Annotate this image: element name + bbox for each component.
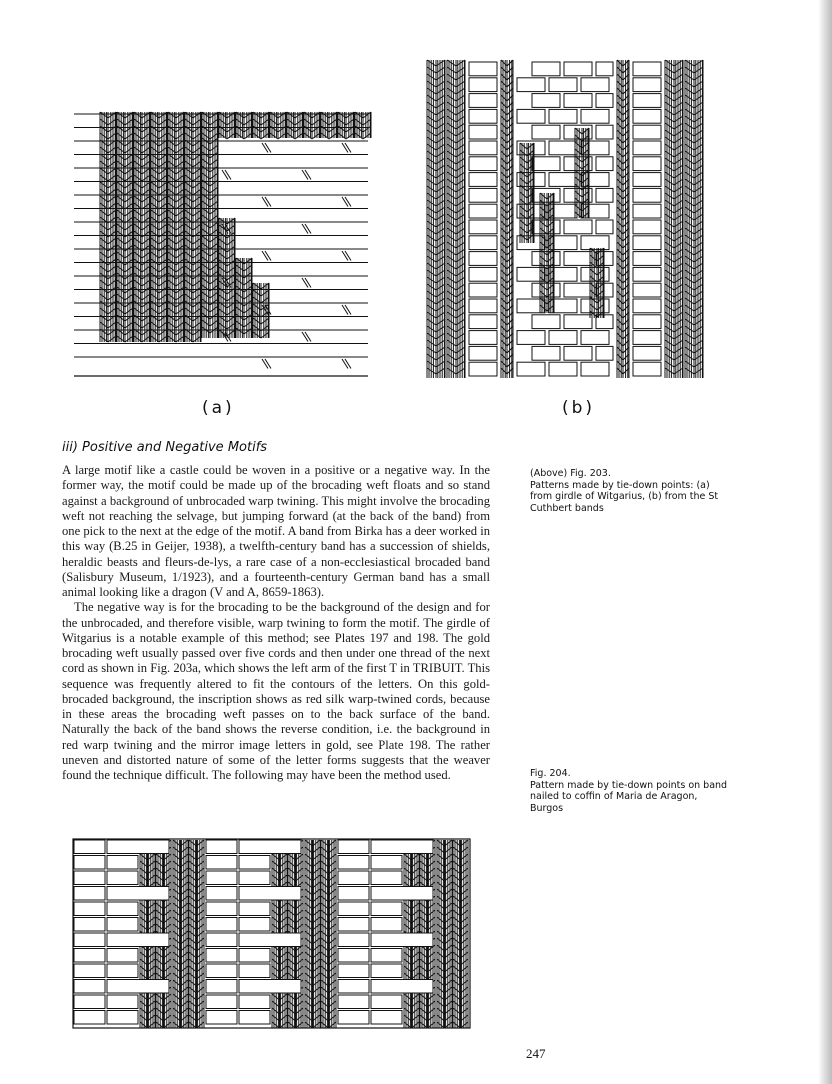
twined-cord <box>236 258 252 338</box>
weft-float <box>549 173 577 187</box>
twined-cord <box>355 112 371 139</box>
weft-float <box>371 856 402 870</box>
tie-down <box>265 143 271 153</box>
weft-float <box>633 78 661 92</box>
tie-down <box>345 359 351 369</box>
twined-cord <box>321 840 336 1028</box>
body-text <box>62 463 490 783</box>
tie-down <box>262 251 268 261</box>
twined-cord <box>151 112 167 342</box>
tie-down <box>302 278 308 288</box>
weft-float <box>74 840 105 854</box>
weft-float <box>564 315 592 329</box>
weft-float <box>206 949 237 963</box>
figure-203-caption <box>530 468 730 514</box>
tie-down <box>345 197 351 207</box>
weft-float <box>517 362 545 376</box>
weft-float <box>633 94 661 108</box>
weft-float <box>74 933 105 947</box>
weft-float <box>596 188 613 202</box>
weft-float <box>74 964 105 978</box>
twined-cord <box>501 60 513 378</box>
weft-float <box>469 109 497 123</box>
weft-float <box>549 141 577 155</box>
weft-float <box>74 1011 105 1025</box>
weft-float <box>338 918 369 932</box>
weft-float <box>633 125 661 139</box>
tie-down <box>302 332 308 342</box>
weft-float <box>206 887 237 901</box>
weft-float <box>107 933 169 947</box>
twined-cord <box>305 840 320 1028</box>
weft-float <box>206 902 237 916</box>
weft-float <box>206 856 237 870</box>
weft-float <box>371 1011 402 1025</box>
weft-float <box>239 840 301 854</box>
weft-float <box>371 980 433 994</box>
weft-float <box>239 902 270 916</box>
weft-float <box>469 236 497 250</box>
weft-float <box>469 157 497 171</box>
weft-float <box>564 220 592 234</box>
body-paragraph: A large motif like a castle could be woven in a positive or a negative way. In the former way, the motif could be made up of the brocading weft floats and so stand against a background of unbrocaded warp twining. This might involve the brocading weft not reaching the selvage, but jumping forward (at the back of the band) from one pick to the next at the edge of the motif. A band from Birka has a deer worked in this way (B.25 in Geijer, 1938), a twelfth-century band has a succession of shields, heraldic beasts and fleurs-de-lys, a rare case of a non-ecclesiastical brocaded band (Salisbury Museum, 1/1923), and a fourteenth-century German band has a small animal looking like a dragon (V and A, 8659-1863). <box>62 463 490 599</box>
weft-float <box>564 346 592 360</box>
weft-float <box>469 188 497 202</box>
weft-float <box>206 1011 237 1025</box>
tie-down <box>262 359 268 369</box>
weft-float <box>371 840 433 854</box>
weft-float <box>549 331 577 345</box>
weft-float <box>107 1011 138 1025</box>
weft-float <box>107 995 138 1009</box>
weft-float <box>581 331 609 345</box>
weft-float <box>581 78 609 92</box>
weft-float <box>371 995 402 1009</box>
weft-float <box>564 62 592 76</box>
weft-float <box>239 949 270 963</box>
weft-float <box>469 173 497 187</box>
weft-float <box>74 995 105 1009</box>
weft-float <box>532 220 560 234</box>
tie-down <box>342 197 348 207</box>
twined-cord <box>134 112 150 342</box>
weft-float <box>596 94 613 108</box>
weft-float <box>581 173 609 187</box>
weft-float <box>107 840 169 854</box>
weft-float <box>239 995 270 1009</box>
twined-cord <box>287 112 303 139</box>
weft-float <box>239 856 270 870</box>
weft-float <box>633 62 661 76</box>
twined-cord <box>321 112 337 139</box>
twined-cord <box>338 112 354 139</box>
weft-float <box>239 871 270 885</box>
weft-float <box>206 933 237 947</box>
tie-down <box>222 170 228 180</box>
weft-float <box>564 94 592 108</box>
weft-float <box>338 871 369 885</box>
twined-cord <box>117 112 133 342</box>
weft-float <box>469 315 497 329</box>
weft-float <box>206 980 237 994</box>
twined-cord <box>427 60 445 378</box>
weft-float <box>633 157 661 171</box>
tie-down <box>345 305 351 315</box>
twined-cord <box>189 840 204 1028</box>
twined-cord <box>270 112 286 139</box>
weft-float <box>532 125 560 139</box>
weft-float <box>74 949 105 963</box>
weft-float <box>633 299 661 313</box>
weft-float <box>74 902 105 916</box>
weft-float <box>633 283 661 297</box>
weft-float <box>596 220 613 234</box>
weft-float <box>633 141 661 155</box>
weft-float <box>633 204 661 218</box>
twined-cord <box>253 112 269 139</box>
figure-204-caption-title: Fig. 204. <box>530 768 571 779</box>
weft-float <box>532 315 560 329</box>
weft-float <box>469 252 497 266</box>
weft-float <box>469 267 497 281</box>
weft-float <box>107 964 138 978</box>
twined-cord <box>304 112 320 139</box>
weft-float <box>239 887 301 901</box>
weft-float <box>549 362 577 376</box>
weft-float <box>338 902 369 916</box>
tie-down <box>305 278 311 288</box>
weft-float <box>517 331 545 345</box>
weft-float <box>74 980 105 994</box>
twined-cord <box>168 112 184 342</box>
section-heading: iii) Positive and Negative Motifs <box>62 440 268 455</box>
weft-float <box>371 887 433 901</box>
weft-float <box>633 252 661 266</box>
weft-float <box>371 902 402 916</box>
twined-cord <box>617 60 629 378</box>
twined-cord <box>202 138 218 338</box>
weft-float <box>107 887 169 901</box>
weft-float <box>74 871 105 885</box>
weft-float <box>206 918 237 932</box>
weft-float <box>581 204 609 218</box>
weft-float <box>74 856 105 870</box>
tie-down <box>265 359 271 369</box>
tie-down <box>302 224 308 234</box>
weft-float <box>371 918 402 932</box>
weft-float <box>581 267 609 281</box>
weft-float <box>338 840 369 854</box>
weft-float <box>469 78 497 92</box>
twined-cord <box>173 840 188 1028</box>
weft-float <box>633 109 661 123</box>
tie-down <box>262 197 268 207</box>
weft-float <box>338 980 369 994</box>
weft-float <box>239 964 270 978</box>
weft-float <box>633 173 661 187</box>
weft-float <box>532 62 560 76</box>
page-number: 247 <box>526 1046 546 1061</box>
weft-float <box>107 902 138 916</box>
weft-float <box>532 283 560 297</box>
weft-float <box>596 346 613 360</box>
weft-float <box>338 887 369 901</box>
twined-cord <box>219 112 235 139</box>
weft-float <box>517 267 545 281</box>
weft-float <box>633 346 661 360</box>
tie-down <box>342 251 348 261</box>
weft-float <box>338 995 369 1009</box>
weft-float <box>633 267 661 281</box>
weft-float <box>633 220 661 234</box>
tie-down <box>342 305 348 315</box>
twined-cord <box>447 60 465 378</box>
weft-float <box>596 62 613 76</box>
weft-float <box>633 331 661 345</box>
weft-float <box>338 856 369 870</box>
weft-float <box>338 933 369 947</box>
weft-float <box>371 933 433 947</box>
weft-float <box>206 964 237 978</box>
weft-float <box>107 949 138 963</box>
weft-float <box>469 283 497 297</box>
weft-float <box>107 980 169 994</box>
tie-down <box>305 170 311 180</box>
figure-203-caption-title: (Above) Fig. 203. <box>530 468 611 479</box>
twined-cord <box>202 112 218 139</box>
weft-float <box>532 157 560 171</box>
tie-down <box>262 143 268 153</box>
weft-float <box>371 949 402 963</box>
tie-down <box>345 143 351 153</box>
weft-float <box>107 918 138 932</box>
weft-float <box>469 94 497 108</box>
weft-float <box>107 856 138 870</box>
weft-float <box>469 331 497 345</box>
weft-float <box>469 346 497 360</box>
weft-float <box>633 188 661 202</box>
weft-float <box>239 1011 270 1025</box>
figure-204-caption <box>530 768 730 814</box>
weft-float <box>206 871 237 885</box>
tie-down <box>305 224 311 234</box>
weft-float <box>371 871 402 885</box>
figure-203a-label: (a) <box>202 398 235 418</box>
weft-float <box>74 918 105 932</box>
tie-down <box>265 251 271 261</box>
weft-float <box>633 236 661 250</box>
page-edge-shadow <box>818 0 832 1084</box>
weft-float <box>239 918 270 932</box>
weft-float <box>469 299 497 313</box>
weft-float <box>469 362 497 376</box>
weft-float <box>517 78 545 92</box>
weft-float <box>532 188 560 202</box>
twined-cord <box>685 60 703 378</box>
weft-float <box>469 204 497 218</box>
weft-float <box>549 78 577 92</box>
weft-float <box>581 362 609 376</box>
twined-cord <box>453 840 468 1028</box>
tie-down <box>305 332 311 342</box>
twined-cord <box>665 60 683 378</box>
weft-float <box>338 949 369 963</box>
weft-float <box>469 141 497 155</box>
weft-float <box>581 109 609 123</box>
weft-float <box>371 964 402 978</box>
weft-float <box>338 1011 369 1025</box>
figure-203b-diagram <box>425 58 705 383</box>
tie-down <box>302 170 308 180</box>
weft-float <box>74 887 105 901</box>
figure-203b-label: (b) <box>562 398 596 418</box>
weft-float <box>206 840 237 854</box>
weft-float <box>107 871 138 885</box>
figure-204-diagram <box>72 838 472 1030</box>
figure-203a-diagram <box>72 108 372 383</box>
weft-float <box>549 109 577 123</box>
weft-float <box>564 252 592 266</box>
weft-float <box>532 346 560 360</box>
tie-down <box>265 197 271 207</box>
twined-cord <box>236 112 252 139</box>
weft-float <box>633 315 661 329</box>
weft-float <box>469 220 497 234</box>
weft-float <box>338 964 369 978</box>
weft-float <box>206 995 237 1009</box>
figure-204-caption-text: Pattern made by tie-down points on band nailed to coffin of Maria de Aragon, Burgos <box>530 779 728 814</box>
tie-down <box>225 170 231 180</box>
weft-float <box>633 362 661 376</box>
body-paragraph: The negative way is for the brocading to be the background of the design and for the unbrocaded, and therefore visible, warp twining to form the motif. The girdle of Witgarius is a notable example of this method; see Plates 197 and 198. The gold brocading weft usually passed over five cords and then under one thread of the next cord as shown in Fig. 203a, which shows the left arm of the first T in TRIBUIT. This sequence was frequently altered to fit the contours of the letters. On this gold-brocaded background, the inscription shows as red silk warp-twined cords, because in these areas the brocading weft passes on to the back surface of the band. Naturally the back of the band shows the reverse condition, i.e. the background in red warp twining and the mirror image letters in gold, see Plate 198. The rather uneven and distorted nature of some of the letter forms suggests that the weaver found the technique difficult. The following may have been the method used. <box>62 600 490 782</box>
twined-cord <box>100 112 116 342</box>
tie-down <box>345 251 351 261</box>
weft-float <box>239 933 301 947</box>
weft-float <box>239 980 301 994</box>
weft-float <box>581 236 609 250</box>
twined-cord <box>437 840 452 1028</box>
figure-203-caption-text: Patterns made by tie-down points: (a) from girdle of Witgarius, (b) from the St Cuthbert bands <box>530 479 719 514</box>
tie-down <box>342 359 348 369</box>
weft-float <box>469 62 497 76</box>
weft-float <box>532 94 560 108</box>
weft-float <box>596 157 613 171</box>
twined-cord <box>185 112 201 342</box>
weft-float <box>564 283 592 297</box>
weft-float <box>469 125 497 139</box>
tie-down <box>342 143 348 153</box>
weft-float <box>517 109 545 123</box>
weft-float <box>596 125 613 139</box>
